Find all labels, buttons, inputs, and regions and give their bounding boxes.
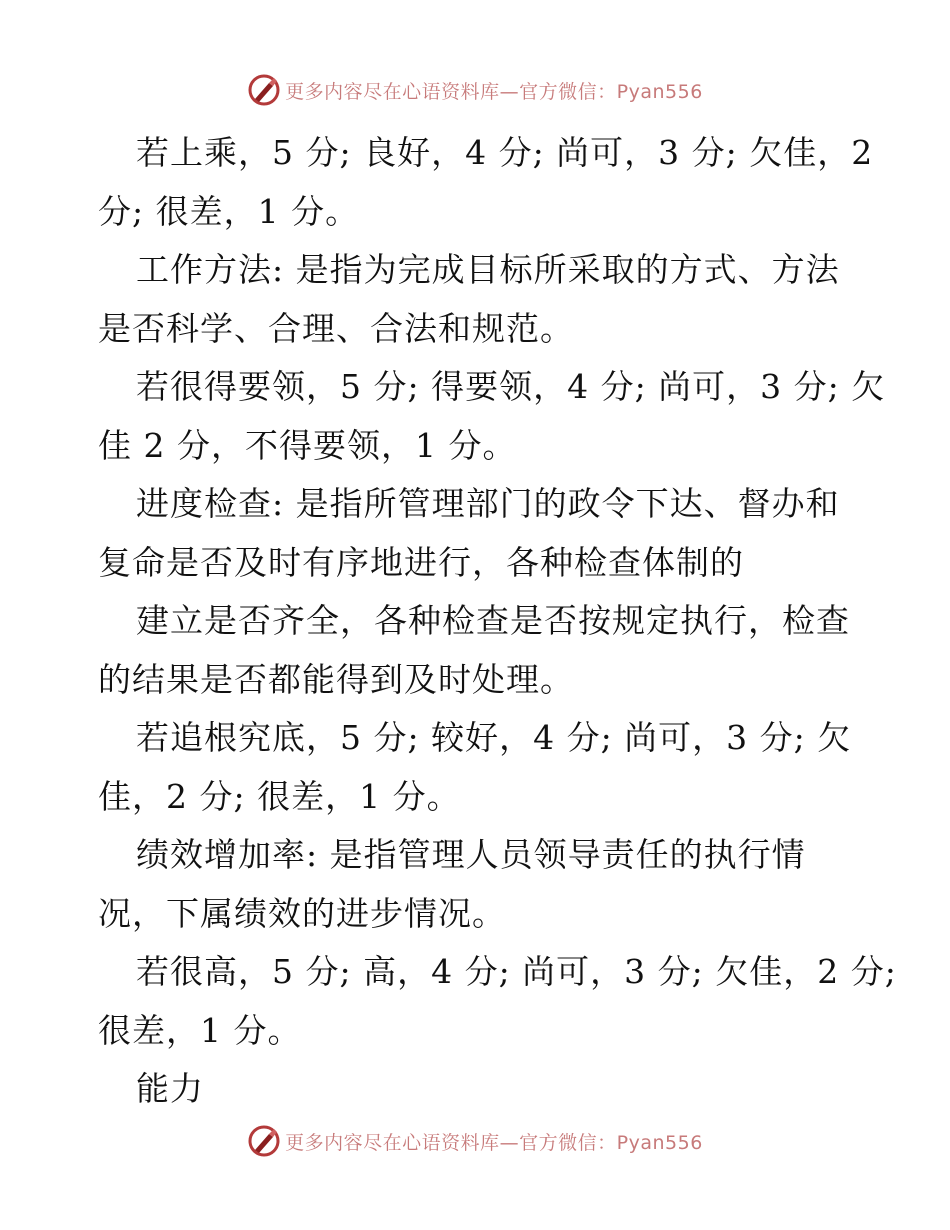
paragraph-line: 复命是否及时有序地进行，各种检查体制的 xyxy=(98,542,744,582)
document-body xyxy=(98,124,897,1119)
paragraph-line: 分; 很差，1 分。 xyxy=(98,191,360,231)
paragraph-line: 若上乘，5 分; 良好，4 分; 尚可，3 分; 欠佳，2 xyxy=(136,133,874,172)
paragraph-line: 若很高，5 分; 高，4 分; 尚可，3 分; 欠佳，2 分; xyxy=(136,952,897,991)
red-pen-circle-logo-icon xyxy=(247,1124,281,1158)
watermark-text: 更多内容尽在心语资料库—官方微信：Pyan556 xyxy=(285,80,703,103)
paragraph-line: 进度检查: 是指所管理部门的政令下达、督办和 xyxy=(136,484,840,523)
paragraph-line: 绩效增加率: 是指管理人员领导责任的执行情 xyxy=(136,835,806,874)
paragraph-line: 的结果是否都能得到及时处理。 xyxy=(98,659,574,699)
paragraph-line: 佳 2 分，不得要领，1 分。 xyxy=(98,425,517,465)
watermark-text: 更多内容尽在心语资料库—官方微信：Pyan556 xyxy=(285,1131,703,1154)
paragraph-line: 是否科学、合理、合法和规范。 xyxy=(98,308,574,348)
footer-watermark-banner xyxy=(0,1121,950,1161)
paragraph-line: 况，下属绩效的进步情况。 xyxy=(98,893,506,933)
paragraph-line: 若追根究底，5 分; 较好，4 分; 尚可，3 分; 欠 xyxy=(136,718,852,757)
paragraph-line: 佳，2 分; 很差，1 分。 xyxy=(98,776,461,816)
paragraph-line: 若很得要领，5 分; 得要领，4 分; 尚可，3 分; 欠 xyxy=(136,367,886,406)
red-pen-circle-logo-icon xyxy=(247,73,281,107)
paragraph-line: 建立是否齐全，各种检查是否按规定执行，检查 xyxy=(136,601,850,640)
paragraph-line: 能力 xyxy=(136,1069,204,1108)
paragraph-line: 很差，1 分。 xyxy=(98,1010,302,1050)
header-watermark-banner xyxy=(0,70,950,110)
paragraph-line: 工作方法: 是指为完成目标所采取的方式、方法 xyxy=(136,250,840,289)
